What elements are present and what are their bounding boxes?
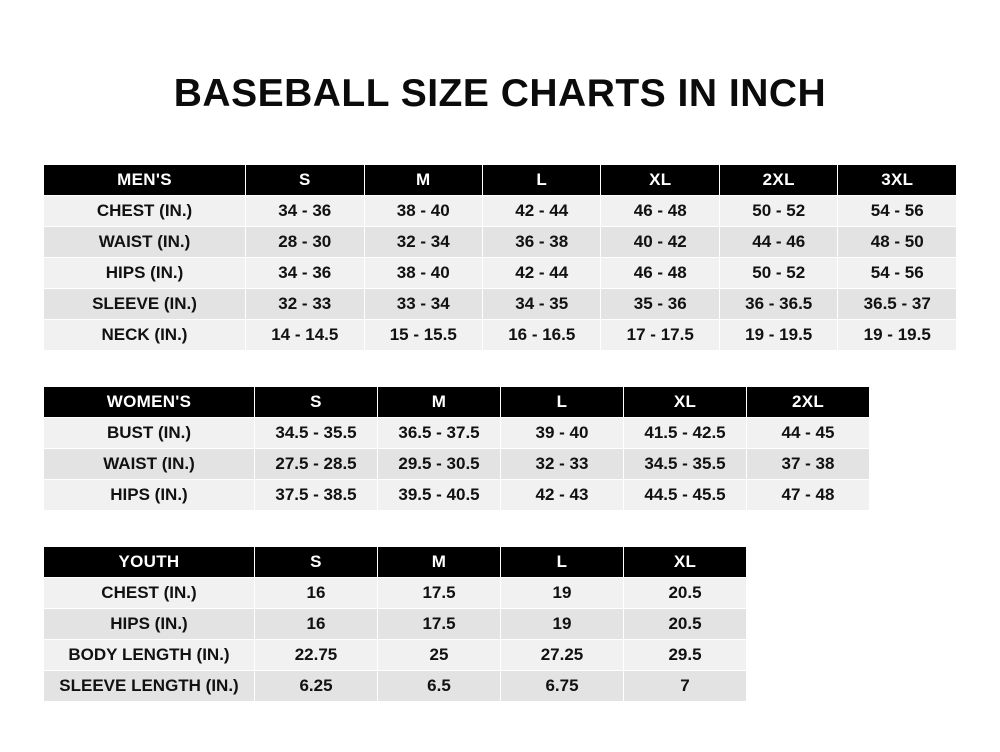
row-label: HIPS (IN.): [44, 480, 255, 511]
column-header: M: [378, 547, 501, 578]
table-cell: 44.5 - 45.5: [624, 480, 747, 511]
column-header: XL: [601, 165, 719, 196]
table-cell: 54 - 56: [838, 258, 957, 289]
table-cell: 29.5: [624, 640, 747, 671]
table-cell: 22.75: [255, 640, 378, 671]
column-header: XL: [624, 547, 747, 578]
row-label: WAIST (IN.): [44, 449, 255, 480]
table-row: [44, 609, 747, 640]
table-cell: 34 - 35: [483, 289, 601, 320]
table-cell: 34.5 - 35.5: [255, 418, 378, 449]
table-cell: 20.5: [624, 609, 747, 640]
table-cell: 36 - 36.5: [719, 289, 837, 320]
table-cell: 25: [378, 640, 501, 671]
row-label: CHEST (IN.): [44, 196, 246, 227]
table-cell: 14 - 14.5: [246, 320, 364, 351]
table-cell: 27.5 - 28.5: [255, 449, 378, 480]
table-cell: 40 - 42: [601, 227, 719, 258]
table-cell: 7: [624, 671, 747, 702]
column-header: MEN'S: [44, 165, 246, 196]
table-cell: 17.5: [378, 578, 501, 609]
table-cell: 32 - 33: [501, 449, 624, 480]
row-label: SLEEVE LENGTH (IN.): [44, 671, 255, 702]
table-cell: 28 - 30: [246, 227, 364, 258]
table-row: [44, 640, 747, 671]
table-row: [44, 449, 870, 480]
column-header: L: [483, 165, 601, 196]
column-header: S: [246, 165, 364, 196]
column-header: M: [364, 165, 482, 196]
table-cell: 44 - 46: [719, 227, 837, 258]
column-header: XL: [624, 387, 747, 418]
table-cell: 54 - 56: [838, 196, 957, 227]
table-row: [44, 289, 957, 320]
table-cell: 34.5 - 35.5: [624, 449, 747, 480]
table-cell: 32 - 34: [364, 227, 482, 258]
table-cell: 17.5: [378, 609, 501, 640]
table-row: [44, 320, 957, 351]
table-cell: 16: [255, 609, 378, 640]
table-cell: 41.5 - 42.5: [624, 418, 747, 449]
table-cell: 47 - 48: [747, 480, 870, 511]
table-row: [44, 227, 957, 258]
mens-size-table: [43, 164, 957, 351]
column-header: WOMEN'S: [44, 387, 255, 418]
column-header: 2XL: [719, 165, 837, 196]
table-cell: 6.75: [501, 671, 624, 702]
table-cell: 17 - 17.5: [601, 320, 719, 351]
table-cell: 16: [255, 578, 378, 609]
table-cell: 50 - 52: [719, 196, 837, 227]
table-cell: 19 - 19.5: [838, 320, 957, 351]
table-cell: 42 - 43: [501, 480, 624, 511]
column-header: S: [255, 547, 378, 578]
table-row: [44, 258, 957, 289]
table-cell: 39.5 - 40.5: [378, 480, 501, 511]
table-cell: 29.5 - 30.5: [378, 449, 501, 480]
table-cell: 19: [501, 609, 624, 640]
table-cell: 36.5 - 37: [838, 289, 957, 320]
table-cell: 39 - 40: [501, 418, 624, 449]
table-cell: 36.5 - 37.5: [378, 418, 501, 449]
table-cell: 19 - 19.5: [719, 320, 837, 351]
table-row: [44, 578, 747, 609]
table-cell: 48 - 50: [838, 227, 957, 258]
table-cell: 34 - 36: [246, 196, 364, 227]
row-label: SLEEVE (IN.): [44, 289, 246, 320]
table-cell: 38 - 40: [364, 258, 482, 289]
row-label: BODY LENGTH (IN.): [44, 640, 255, 671]
table-cell: 37.5 - 38.5: [255, 480, 378, 511]
table-header-row: [44, 387, 870, 418]
table-cell: 6.25: [255, 671, 378, 702]
table-cell: 6.5: [378, 671, 501, 702]
row-label: BUST (IN.): [44, 418, 255, 449]
table-cell: 37 - 38: [747, 449, 870, 480]
womens-size-table: [43, 386, 870, 511]
table-cell: 50 - 52: [719, 258, 837, 289]
table-row: [44, 196, 957, 227]
table-cell: 46 - 48: [601, 258, 719, 289]
table-cell: 19: [501, 578, 624, 609]
table-row: [44, 671, 747, 702]
page-title: BASEBALL SIZE CHARTS IN INCH: [173, 72, 827, 115]
row-label: NECK (IN.): [44, 320, 246, 351]
column-header: L: [501, 387, 624, 418]
table-header-row: [44, 547, 747, 578]
table-cell: 27.25: [501, 640, 624, 671]
row-label: WAIST (IN.): [44, 227, 246, 258]
table-row: [44, 480, 870, 511]
table-cell: 38 - 40: [364, 196, 482, 227]
table-cell: 46 - 48: [601, 196, 719, 227]
tables-container: [0, 164, 1000, 702]
table-cell: 42 - 44: [483, 196, 601, 227]
table-row: [44, 418, 870, 449]
table-cell: 36 - 38: [483, 227, 601, 258]
youth-size-table: [43, 546, 747, 702]
table-cell: 35 - 36: [601, 289, 719, 320]
table-cell: 42 - 44: [483, 258, 601, 289]
table-cell: 44 - 45: [747, 418, 870, 449]
table-cell: 34 - 36: [246, 258, 364, 289]
table-cell: 33 - 34: [364, 289, 482, 320]
row-label: CHEST (IN.): [44, 578, 255, 609]
row-label: HIPS (IN.): [44, 258, 246, 289]
column-header: M: [378, 387, 501, 418]
column-header: L: [501, 547, 624, 578]
row-label: HIPS (IN.): [44, 609, 255, 640]
column-header: 3XL: [838, 165, 957, 196]
table-header-row: [44, 165, 957, 196]
table-cell: 32 - 33: [246, 289, 364, 320]
table-cell: 15 - 15.5: [364, 320, 482, 351]
table-cell: 16 - 16.5: [483, 320, 601, 351]
column-header: YOUTH: [44, 547, 255, 578]
column-header: S: [255, 387, 378, 418]
table-cell: 20.5: [624, 578, 747, 609]
column-header: 2XL: [747, 387, 870, 418]
